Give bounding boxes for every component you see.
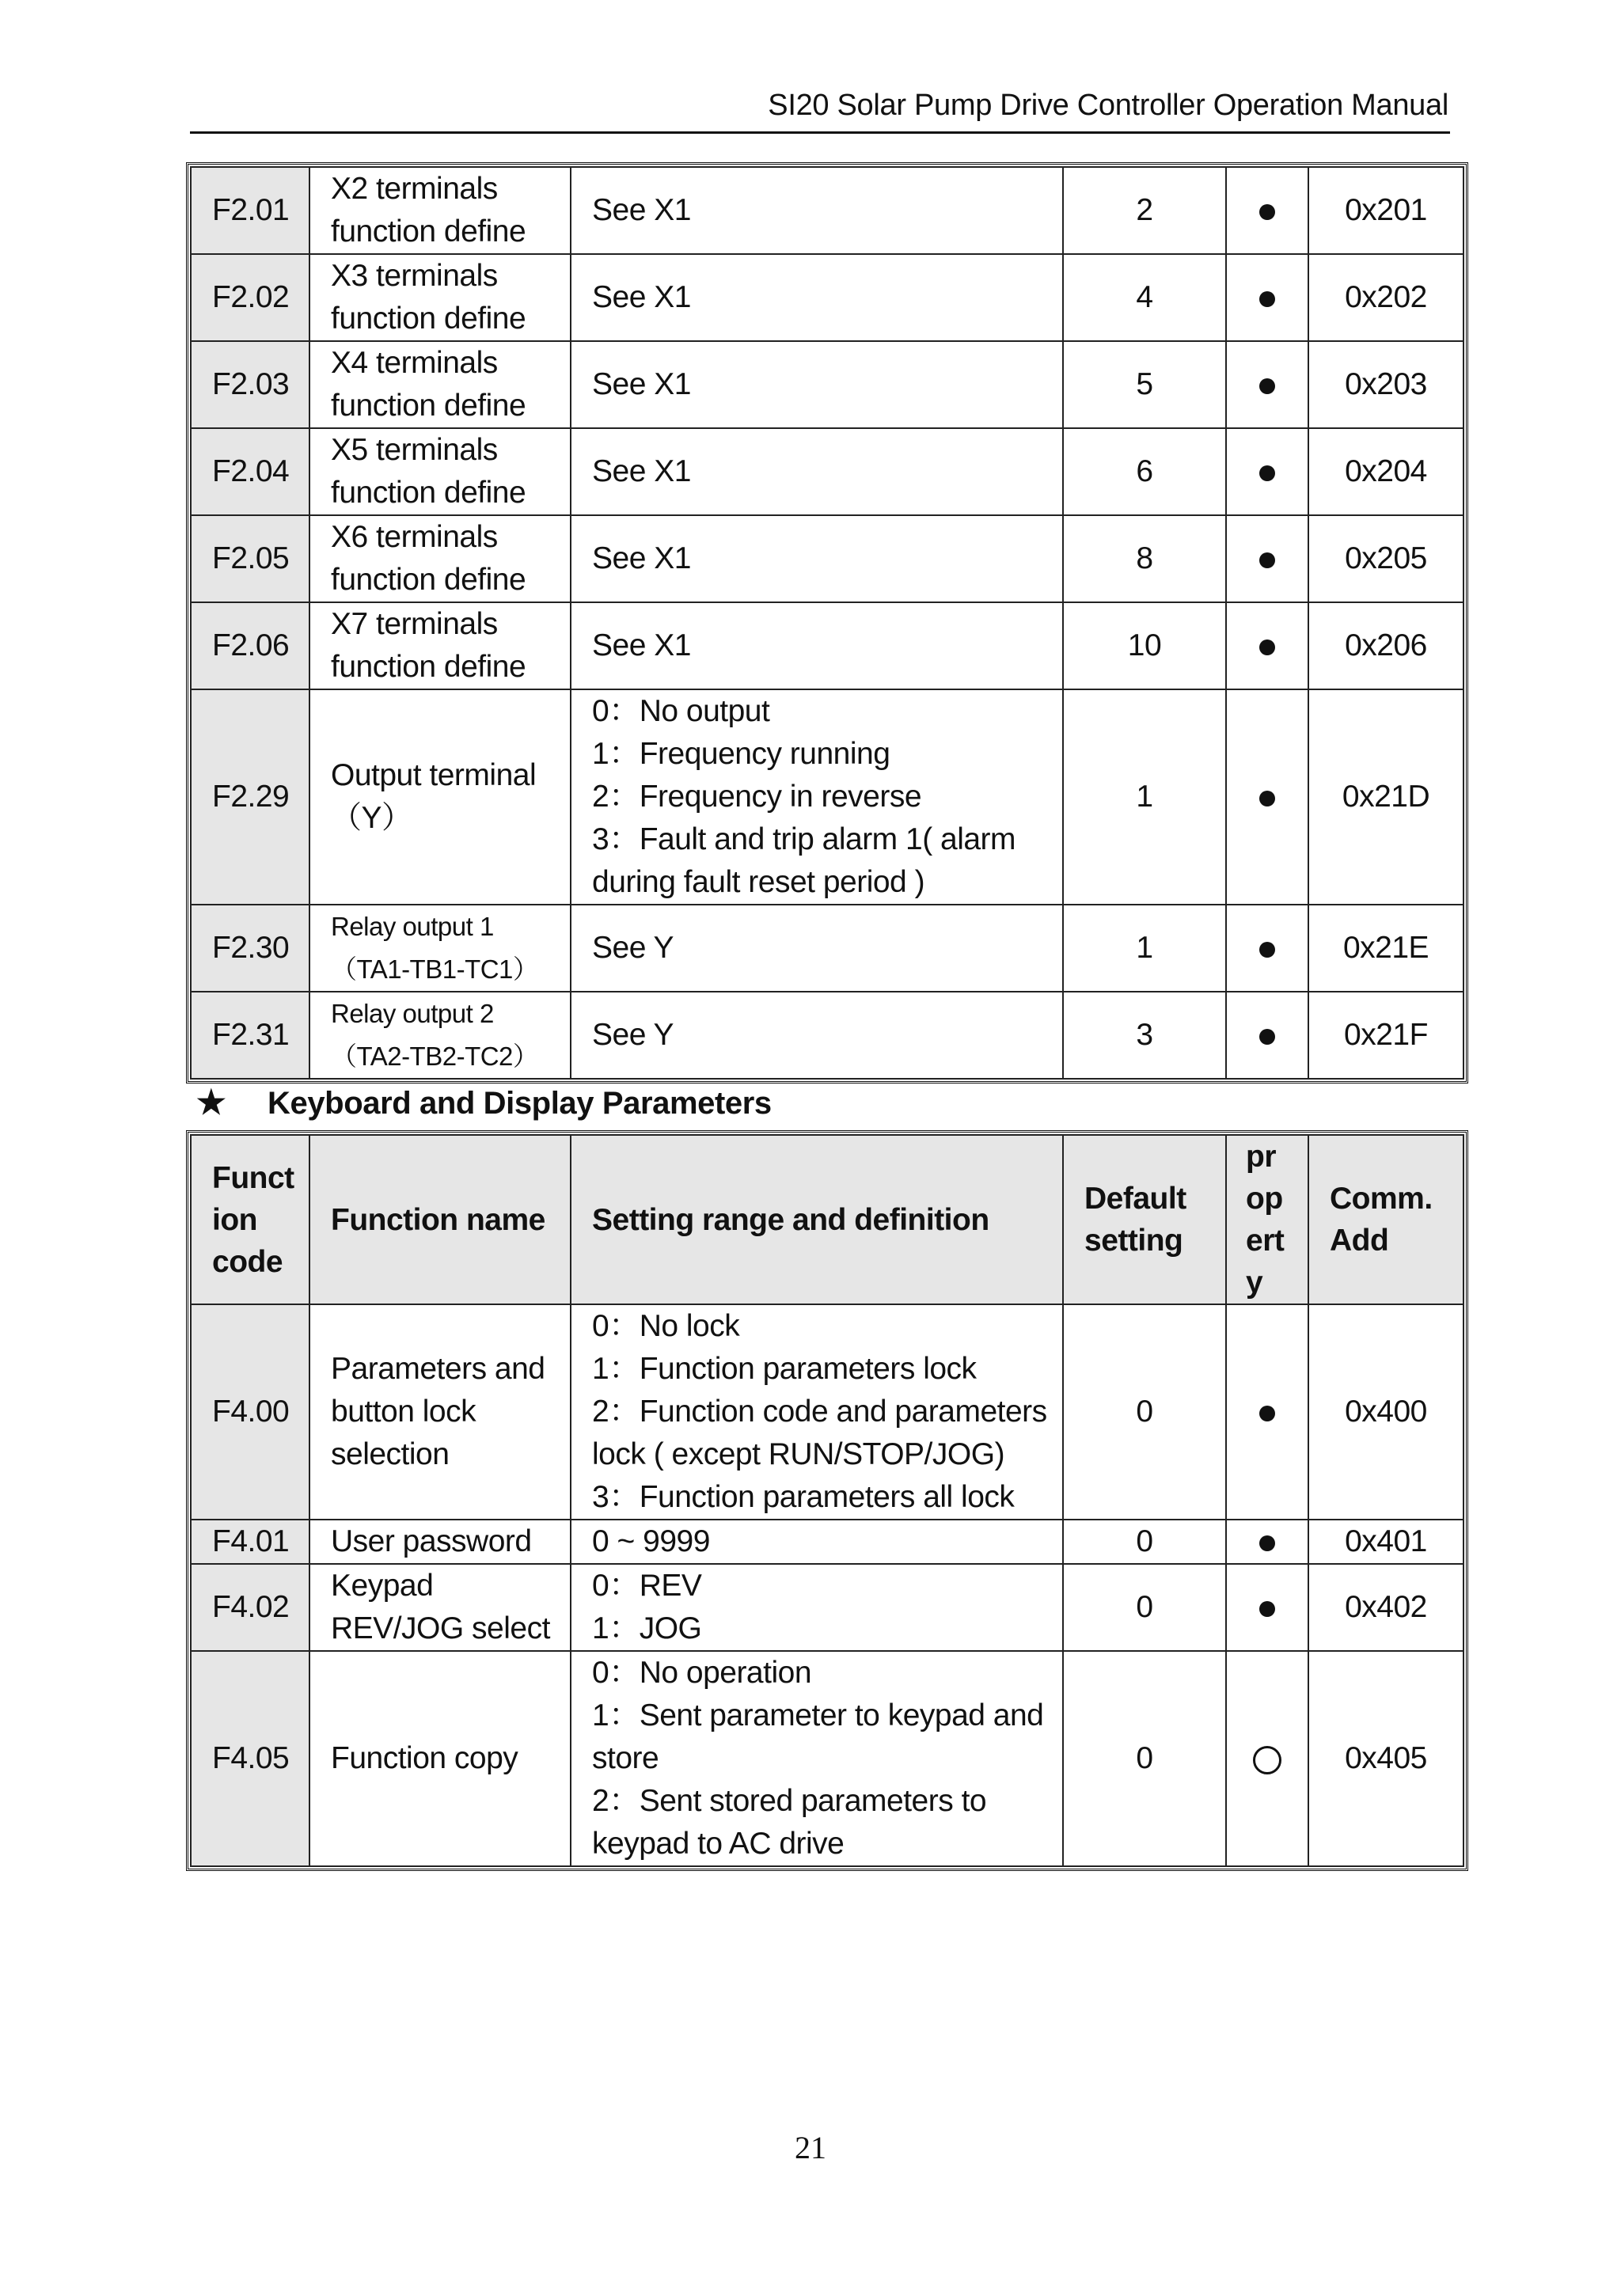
property-cell [1226, 1520, 1308, 1564]
function-name-cell: X2 terminals function define [309, 167, 571, 254]
comm-address-cell: 0x401 [1308, 1520, 1463, 1564]
column-header-function-code: Funct ion code [191, 1135, 309, 1304]
property-cell [1226, 341, 1308, 428]
function-code-cell: F2.31 [191, 992, 309, 1079]
default-setting-cell: 6 [1063, 428, 1226, 515]
function-code-cell: F2.06 [191, 602, 309, 689]
filled-dot-icon [1259, 204, 1275, 220]
comm-address-cell: 0x205 [1308, 515, 1463, 602]
comm-address-cell: 0x400 [1308, 1304, 1463, 1520]
function-code-cell: F2.02 [191, 254, 309, 341]
setting-range-cell: 0：No operation 1：Sent parameter to keypad and store 2：Sent stored parameters to keypad to AC drive [571, 1651, 1063, 1866]
function-code-cell: F4.01 [191, 1520, 309, 1564]
property-cell [1226, 167, 1308, 254]
filled-dot-icon [1259, 552, 1275, 568]
property-cell [1226, 428, 1308, 515]
setting-range-cell: 0：No lock 1：Function parameters lock 2：Function code and parameters lock ( except RUN/STOP/JOG) 3：Function parameters all lock [571, 1304, 1063, 1520]
column-header-setting-range: Setting range and definition [571, 1135, 1063, 1304]
property-cell [1226, 992, 1308, 1079]
keyboard-display-parameters-table [190, 1134, 1464, 1867]
column-header-function-name: Function name [309, 1135, 571, 1304]
filled-dot-icon [1259, 942, 1275, 958]
function-code-cell: F4.02 [191, 1564, 309, 1651]
star-icon: ★ [196, 1083, 226, 1121]
filled-dot-icon [1259, 1029, 1275, 1045]
column-header-property: pr op ert y [1226, 1135, 1308, 1304]
setting-range-cell: See X1 [571, 254, 1063, 341]
function-name-cell: Relay output 2 （TA2-TB2-TC2） [309, 992, 571, 1079]
setting-range-cell: See X1 [571, 167, 1063, 254]
function-code-cell: F4.00 [191, 1304, 309, 1520]
default-setting-cell: 0 [1063, 1651, 1226, 1866]
default-setting-cell: 4 [1063, 254, 1226, 341]
default-setting-cell: 5 [1063, 341, 1226, 428]
page-number: 21 [795, 2130, 826, 2165]
property-cell [1226, 689, 1308, 905]
property-cell [1226, 1564, 1308, 1651]
function-code-cell: F2.04 [191, 428, 309, 515]
section-heading-text: Keyboard and Display Parameters [268, 1086, 772, 1121]
comm-address-cell: 0x202 [1308, 254, 1463, 341]
filled-dot-icon [1259, 291, 1275, 307]
property-cell [1226, 1651, 1308, 1866]
default-setting-cell: 0 [1063, 1304, 1226, 1520]
page-header-title: SI20 Solar Pump Drive Controller Operation Manual [768, 89, 1448, 122]
comm-address-cell: 0x201 [1308, 167, 1463, 254]
function-name-cell: Function copy [309, 1651, 571, 1866]
setting-range-cell: See X1 [571, 602, 1063, 689]
default-setting-cell: 3 [1063, 992, 1226, 1079]
comm-address-cell: 0x206 [1308, 602, 1463, 689]
function-code-cell: F2.30 [191, 905, 309, 992]
function-name-cell: User password [309, 1520, 571, 1564]
filled-dot-icon [1259, 1406, 1275, 1421]
function-name-cell: X4 terminals function define [309, 341, 571, 428]
property-cell [1226, 602, 1308, 689]
function-name-cell: X3 terminals function define [309, 254, 571, 341]
setting-range-cell: 0：No output 1：Frequency running 2：Frequency in reverse 3：Fault and trip alarm 1( alarm during fault reset period ) [571, 689, 1063, 905]
filled-dot-icon [1259, 378, 1275, 394]
setting-range-cell: See X1 [571, 341, 1063, 428]
default-setting-cell: 8 [1063, 515, 1226, 602]
function-name-cell: Keypad REV/JOG select [309, 1564, 571, 1651]
property-cell [1226, 254, 1308, 341]
setting-range-cell: 0：REV 1：JOG [571, 1564, 1063, 1651]
function-code-cell: F2.01 [191, 167, 309, 254]
comm-address-cell: 0x21F [1308, 992, 1463, 1079]
default-setting-cell: 0 [1063, 1564, 1226, 1651]
filled-dot-icon [1259, 1535, 1275, 1551]
default-setting-cell: 1 [1063, 689, 1226, 905]
property-cell [1226, 905, 1308, 992]
comm-address-cell: 0x405 [1308, 1651, 1463, 1866]
comm-address-cell: 0x204 [1308, 428, 1463, 515]
property-cell [1226, 515, 1308, 602]
comm-address-cell: 0x21D [1308, 689, 1463, 905]
filled-dot-icon [1259, 465, 1275, 481]
setting-range-cell: See X1 [571, 428, 1063, 515]
default-setting-cell: 1 [1063, 905, 1226, 992]
filled-dot-icon [1259, 791, 1275, 806]
filled-dot-icon [1259, 1601, 1275, 1617]
comm-address-cell: 0x203 [1308, 341, 1463, 428]
function-name-cell: X6 terminals function define [309, 515, 571, 602]
header-rule [190, 131, 1450, 134]
section-heading [196, 1083, 772, 1121]
function-name-cell: Output terminal （Y） [309, 689, 571, 905]
default-setting-cell: 0 [1063, 1520, 1226, 1564]
setting-range-cell: See Y [571, 905, 1063, 992]
comm-address-cell: 0x402 [1308, 1564, 1463, 1651]
default-setting-cell: 10 [1063, 602, 1226, 689]
function-code-cell: F2.05 [191, 515, 309, 602]
function-code-cell: F2.29 [191, 689, 309, 905]
column-header-default-setting: Default setting [1063, 1135, 1226, 1304]
function-name-cell: Relay output 1 （TA1-TB1-TC1） [309, 905, 571, 992]
function-name-cell: X7 terminals function define [309, 602, 571, 689]
open-circle-icon [1253, 1746, 1281, 1774]
setting-range-cell: See X1 [571, 515, 1063, 602]
default-setting-cell: 2 [1063, 167, 1226, 254]
setting-range-cell: 0 ~ 9999 [571, 1520, 1063, 1564]
column-header-comm-address: Comm. Add [1308, 1135, 1463, 1304]
function-name-cell: X5 terminals function define [309, 428, 571, 515]
filled-dot-icon [1259, 639, 1275, 655]
comm-address-cell: 0x21E [1308, 905, 1463, 992]
function-code-cell: F2.03 [191, 341, 309, 428]
function-name-cell: Parameters and button lock selection [309, 1304, 571, 1520]
setting-range-cell: See Y [571, 992, 1063, 1079]
function-code-cell: F4.05 [191, 1651, 309, 1866]
terminal-parameters-table [190, 166, 1464, 1080]
property-cell [1226, 1304, 1308, 1520]
